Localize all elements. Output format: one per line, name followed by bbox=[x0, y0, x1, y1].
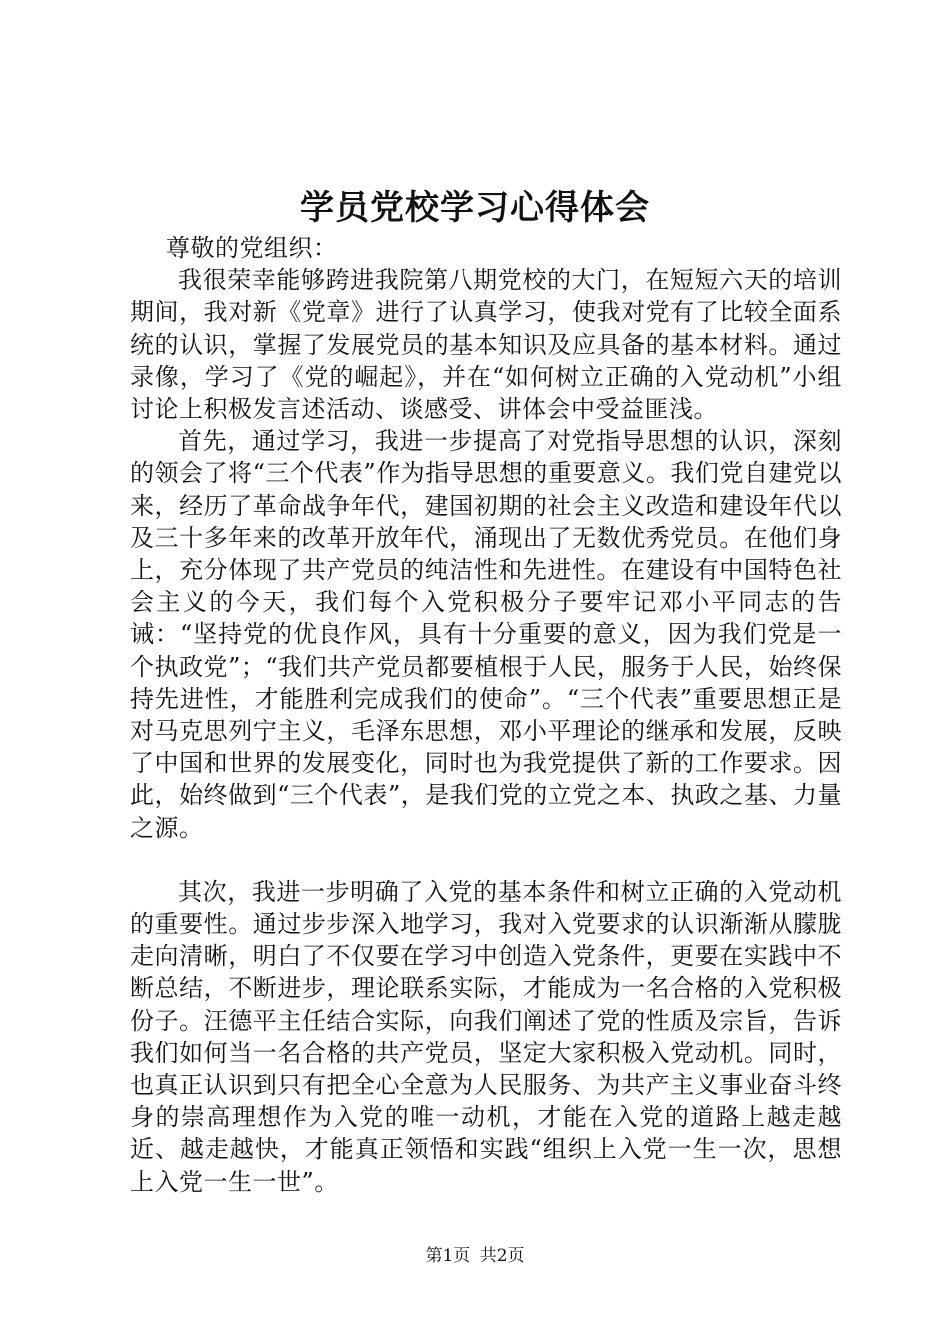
paragraph-second: 其次，我进一步明确了入党的基本条件和树立正确的入党动机的重要性。通过步步深入地学习，我对入党要求的认识渐渐从朦胧走向清晰，明白了不仅要在学习中创造入党条件，更要在实践中不断总结，不断进步，理论联系实际，才能成为一名合格的入党积极份子。汪德平主任结合实际，向我们阐述了党的性质及宗旨，告诉我们如何当一名合格的共产党员，坚定大家积极入党动机。同时，也真正认识到只有把全心全意为人民服务、为共产主义事业奋斗终身的崇高理想作为入党的唯一动机，才能在入党的道路上越走越近、越走越快，才能真正领悟和实践“组织上入党一生一次，思想上入党一生一世”。 bbox=[130, 877, 842, 1196]
paragraph-intro: 我很荣幸能够跨进我院第八期党校的大门，在短短六天的培训期间，我对新《党章》进行了认真学习，使我对党有了比较全面系统的认识，掌握了发展党员的基本知识及应具备的基本材料。通过录像，学习了《党的崛起》，并在“如何树立正确的入党动机”小组讨论上积极发言述活动、谈感受、讲体会中受益匪浅。 bbox=[130, 266, 842, 424]
paragraph-gap bbox=[130, 844, 842, 876]
page-total: 共2页 bbox=[479, 1246, 525, 1266]
salutation: 尊敬的党组织： bbox=[166, 234, 338, 262]
document-title: 学员党校学习心得体会 bbox=[300, 188, 650, 228]
paragraph-first: 首先，通过学习，我进一步提高了对党指导思想的认识，深刻的领会了将“三个代表”作为指导思想的重要意义。我们党自建党以来，经历了革命战争年代，建国初期的社会主义改造和建设年代以及三十多年来的改革开放年代，涌现出了无数优秀党员。在他们身上，充分体现了共产党员的纯洁性和先进性。在建设有中国特色社会主义的今天，我们每个入党积极分子要牢记邓小平同志的告诫：“坚持党的优良作风，具有十分重要的意义，因为我们党是一个执政党”；“我们共产党员都要植根于人民，服务于人民，始终保持先进性，才能胜利完成我们的使命”。“三个代表”重要思想正是对马克思列宁主义，毛泽东思想，邓小平理论的继承和发展，反映了中国和世界的发展变化，同时也为我党提供了新的工作要求。因此，始终做到“三个代表”，是我们党的立党之本、执政之基、力量之源。 bbox=[130, 427, 842, 842]
page-number: 第1页 bbox=[425, 1246, 471, 1266]
page-footer bbox=[0, 1244, 950, 1268]
document-body bbox=[130, 232, 842, 1198]
